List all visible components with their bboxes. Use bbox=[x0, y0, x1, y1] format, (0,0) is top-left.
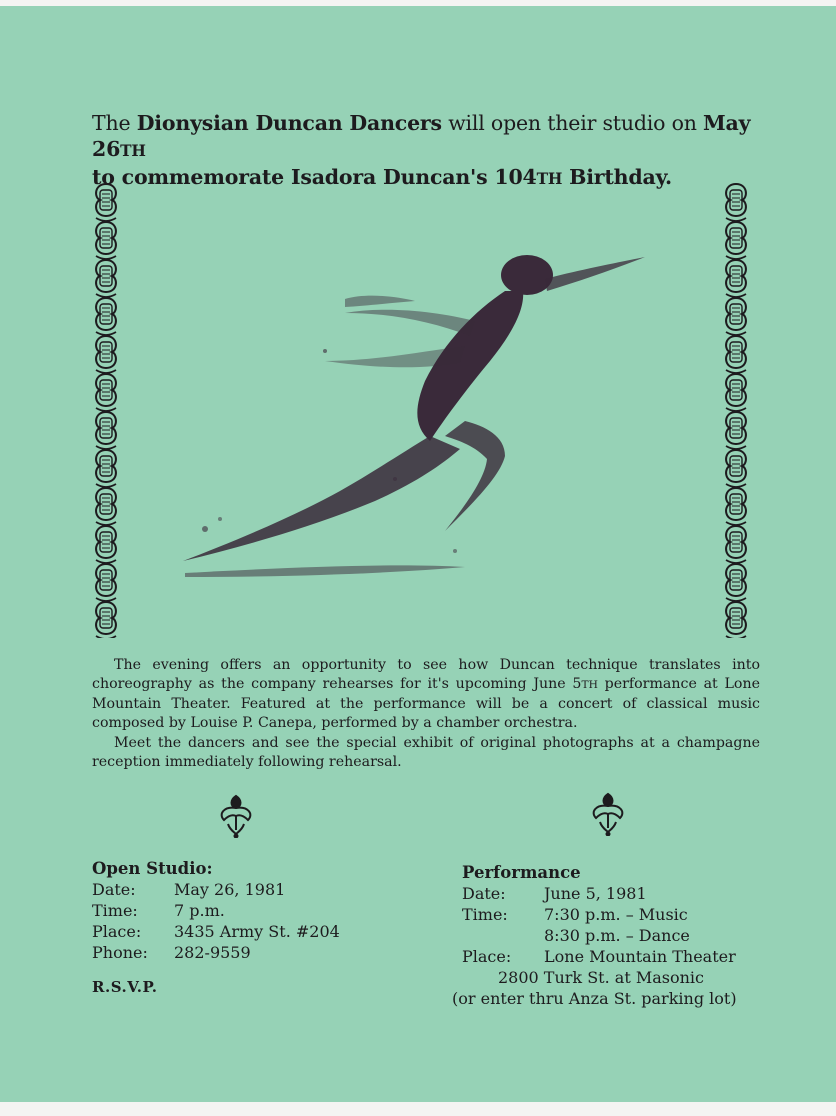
performance-time-music: 7:30 p.m. – Music bbox=[544, 905, 688, 924]
rsvp-note: R.S.V.P. bbox=[92, 978, 158, 996]
headline: The Dionysian Duncan Dancers will open their studio on May 26TH to commemorate Isadora Duncan's 104TH Birthday. bbox=[92, 111, 751, 189]
performance-details bbox=[452, 862, 737, 1009]
open-studio-heading: Open Studio: bbox=[92, 859, 213, 878]
performance-address: 2800 Turk St. at Masonic bbox=[498, 968, 704, 987]
performance-time-row-2 bbox=[462, 925, 737, 946]
flyer-page bbox=[0, 6, 836, 1102]
description-paragraph-1: The evening offers an opportunity to see how Duncan technique translates into choreography as the company rehearses for it's upcoming June 5TH performance at Lone Mountain Theater. Featured at the performance will be a concert of classical music composed by Louise P. Canepa, performed by a chamber orchestra. bbox=[92, 657, 760, 732]
open-date: May 26 bbox=[92, 111, 751, 161]
performance-place: Lone Mountain Theater bbox=[544, 947, 736, 966]
studio-date: May 26, 1981 bbox=[174, 880, 286, 899]
fleur-ornament-left-icon bbox=[216, 792, 256, 838]
performance-time-dance: 8:30 p.m. – Dance bbox=[544, 926, 690, 945]
event-description bbox=[92, 656, 760, 772]
company-name: Dionysian Duncan Dancers bbox=[136, 111, 442, 135]
performance-heading: Performance bbox=[462, 863, 581, 882]
performance-place-row: Place: Lone Mountain Theater bbox=[462, 947, 736, 966]
performance-date-row: Date: June 5, 1981 bbox=[462, 884, 647, 903]
studio-phone-row: Phone: 282-9559 bbox=[92, 943, 251, 962]
open-studio-details bbox=[92, 858, 340, 963]
studio-place: 3435 Army St. #204 bbox=[174, 922, 340, 941]
scroll-border-left-icon bbox=[88, 182, 124, 638]
description-paragraph-2: Meet the dancers and see the special exhibit of original photographs at a champagne reception immediately following rehearsal. bbox=[92, 734, 760, 771]
studio-place-row: Place: 3435 Army St. #204 bbox=[92, 922, 340, 941]
dancer-illustration-icon bbox=[175, 251, 655, 586]
studio-phone: 282-9559 bbox=[174, 943, 251, 962]
studio-time: 7 p.m. bbox=[174, 901, 225, 920]
scroll-border-right-icon bbox=[718, 182, 754, 638]
performance-time-row: Time: 7:30 p.m. – Music bbox=[462, 905, 688, 924]
fleur-ornament-right-icon bbox=[588, 790, 628, 836]
performance-date: June 5, 1981 bbox=[544, 884, 647, 903]
studio-date-row: Date: May 26, 1981 bbox=[92, 880, 286, 899]
performance-parking-note: (or enter thru Anza St. parking lot) bbox=[452, 989, 737, 1008]
studio-time-row: Time: 7 p.m. bbox=[92, 901, 225, 920]
